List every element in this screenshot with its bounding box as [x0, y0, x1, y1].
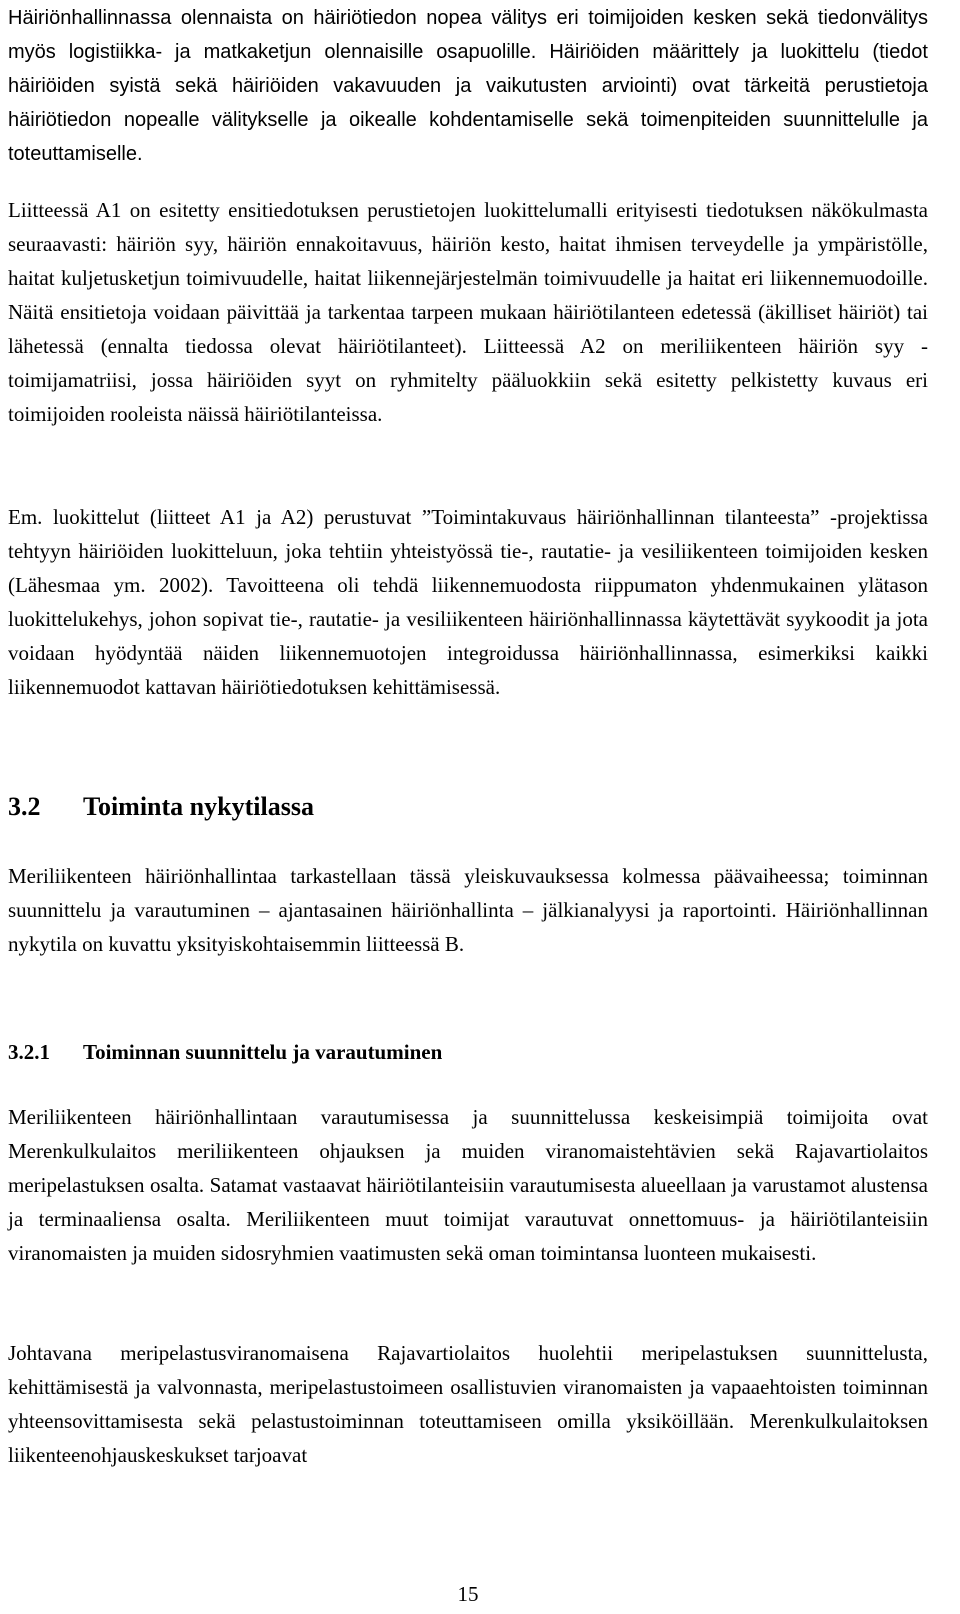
section-title: Toiminta nykytilassa: [83, 792, 314, 821]
subsection-heading-3-2-1: [8, 1035, 928, 1069]
paragraph-classifications: Em. luokittelut (liitteet A1 ja A2) perustuvat ”Toimintakuvaus häiriönhallinnan tilanteesta” -projektissa tehtyyn häiriöiden luokitteluun, joka tehtiin yhteistyössä tie-, rautatie- ja vesiliikenteen toimijoiden kesken (Lähesmaa ym. 2002). Tavoitteena oli tehdä liikennemuodosta riippumaton yhdenmukainen ylätason luokittelukehys, johon sopivat tie-, rautatie- ja vesiliikenteen häiriönhallinnassa käytettävät syykoodit ja jota voidaan hyödyntää näiden liikennemuotojen integroidussa häiriönhallinnassa, esimerkiksi kaikki liikennemuodot kattavan häiriötiedotuksen kehittämisessä.: [8, 505, 928, 699]
paragraph-disruption-info: Häiriönhallinnassa olennaista on häiriötiedon nopea välitys eri toimijoiden kesken sekä tiedonvälitys myös logistiikka- ja matkaketjun olennaisille osapuolille. Häiriöiden määrittely ja luokittelu (tiedot häiriöiden syistä sekä häiriöiden vakavuuden ja vaikutusten arviointi) ovat tärkeitä perustietoja häiriötiedon nopealle välitykselle ja oikealle kohdentamiselle sekä toimenpiteiden suunnittelulle ja toteuttamiselle.: [8, 7, 928, 165]
paragraph-current-state: Meriliikenteen häiriönhallintaa tarkastellaan tässä yleiskuvauksessa kolmessa päävaiheessa; toiminnan suunnittelu ja varautuminen – ajantasainen häiriönhallinta – jälkianalyysi ja raportointi. Häiriönhallinnan nykytila on kuvattu yksityiskohtaisemmin liitteessä B.: [8, 864, 928, 956]
page-number: 15: [457, 1582, 479, 1606]
subsection-number: 3.2.1: [8, 1040, 50, 1064]
paragraph-planning-actors: Meriliikenteen häiriönhallintaan varautumisessa ja suunnittelussa keskeisimpiä toimijoita ovat Merenkulkulaitos meriliikenteen ohjauksen ja muiden viranomaistehtävien sekä Rajavartiolaitos meripelastuksen osalta. Satamat vastaavat häiriötilanteisiin varautumisesta alueellaan ja varustamot alustensa ja terminaaliensa osalta. Meriliikenteen muut toimijat varautuvat onnettomuus- ja häiriötilanteisiin viranomaisten ja muiden sidosryhmien vaatimusten sekä oman toimintansa luonteen mukaisesti.: [8, 1105, 928, 1265]
section-heading-3-2: [8, 790, 928, 824]
paragraph-appendix-a1: Liitteessä A1 on esitetty ensitiedotuksen perustietojen luokittelumalli erityisesti tiedotuksen näkökulmasta seuraavasti: häiriön syy, häiriön ennakoitavuus, häiriön kesto, haitat ihmisen terveydelle ja ympäristölle, haitat kuljetusketjun toimivuudelle, haitat liikennejärjestelmän toimivuudelle ja haitat eri liikennemuodoille. Näitä ensitietoja voidaan päivittää ja tarkentaa tarpeen mukaan häiriötilanteen edetessä (äkilliset häiriöt) tai lähetessä (ennalta tiedossa olevat häiriötilanteet). Liitteessä A2 on meriliikenteen häiriön syy -toimijamatriisi, jossa häiriöiden syyt on ryhmitelty pääluokkiin sekä esitetty pelkistetty kuvaus eri toimijoiden rooleista näissä häiriötilanteissa.: [8, 198, 928, 426]
section-number: 3.2: [8, 792, 41, 821]
subsection-title: Toiminnan suunnittelu ja varautuminen: [83, 1040, 443, 1064]
paragraph-sea-rescue: Johtavana meripelastusviranomaisena Rajavartiolaitos huolehtii meripelastuksen suunnittelusta, kehittämisestä ja valvonnasta, meripelastustoimeen osallistuvien viranomaisten ja vapaaehtoisten toiminnan yhteensovittamisesta sekä pelastustoiminnan toteuttamiseen omilla yksiköillään. Merenkulkulaitoksen liikenteenohjauskeskukset tarjoavat: [8, 1341, 928, 1467]
